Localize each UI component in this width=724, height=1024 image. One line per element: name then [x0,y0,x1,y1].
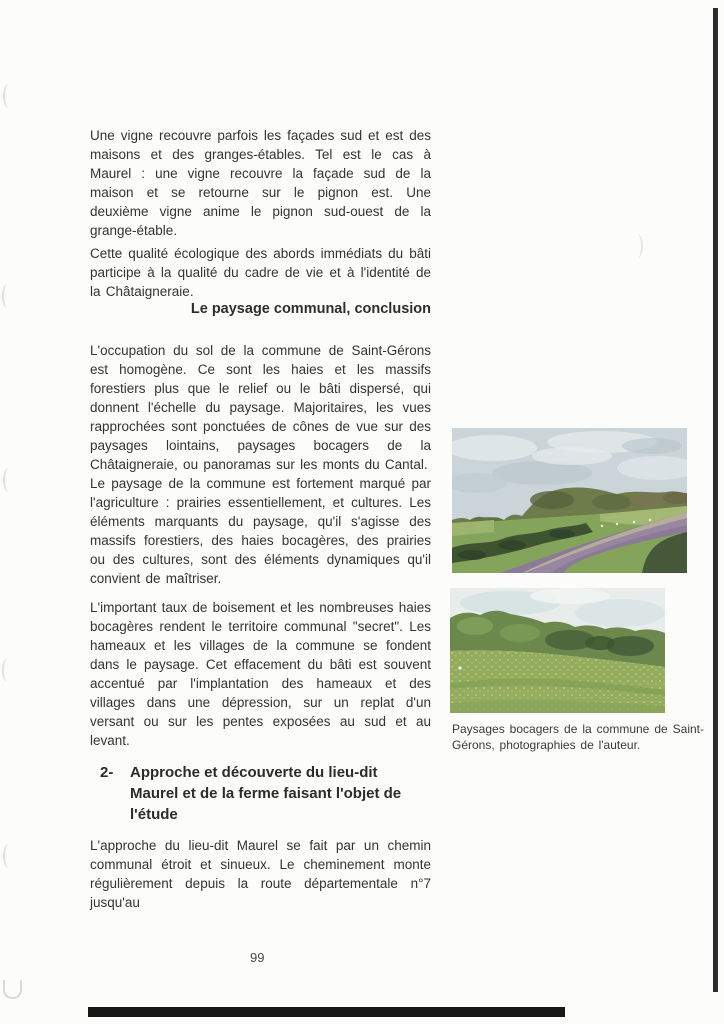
paragraph-approche-maurel: L'approche du lieu-dit Maurel se fait par un chemin communal étroit et sinueux. Le cheminement monte régulièrement depuis la route départementale n°7 jusqu'au [90,838,431,910]
scan-curl-mark [2,658,13,682]
paragraph-occupation-sol: L'occupation du sol de la commune de Saint-Gérons est homogène. Ce sont les haies et les massifs forestiers plus que le relief ou le bâti dispersé, qui donnent l'échelle du paysage. Majoritaires, les vues rapprochées sont ponctuées de cônes de vue sur des paysages lointains, paysages bocagers de la Châtaigneraie, ou panoramas sur les monts du Cantal. [90,343,431,472]
page-number: 99 [250,950,265,965]
photo-flower-meadow [450,588,665,713]
photo-country-road [452,428,687,573]
scan-edge-bottom-bar [88,1007,565,1017]
heading-paysage-communal-conclusion: Le paysage communal, conclusion [190,301,431,317]
paragraph-taux-boisement: L'important taux de boisement et les nombreuses haies bocagères rendent le territoire communal "secret". Les hameaux et les villages de la commune se fondent dans le paysage. Cet effacement du bâti est souvent accentué par l'implantation des hameaux et des villages dans une dépression, sur un replat d'un versant ou sur les pentes exposées au sud et au levant. [90,600,432,748]
section-2-heading [100,762,432,825]
scan-curl-mark [2,284,13,308]
paragraph-vigne-facades: Une vigne recouvre parfois les façades sud et est des maisons et des granges-étables. Tel est le cas à Maurel : une vigne recouvre la façade sud de la maison et se retourne sur le pignon est. Une deuxième vigne anime le pignon sud-ouest de la grange-étable. [90,128,431,238]
section-2-number: 2- [100,764,114,781]
section-2-title: Approche et découverte du lieu-dit Maurel et de la ferme faisant l'objet de l'étude [130,764,402,823]
paragraph-paysage-agriculture: Le paysage de la commune est fortement marqué par l'agriculture : prairies essentiellement, et cultures. Les éléments marquants du paysage, qu'il s'agisse des massifs forestiers, des haies bocagères, des prairies ou des cultures, sont des éléments dynamiques qu'il convient de maîtriser. [90,476,431,586]
scan-edge-right-bar [713,8,718,992]
scan-curl-mark [3,84,14,108]
scan-holepunch-mark [3,980,22,999]
figure-caption: Paysages bocagers de la commune de Saint-Gérons, photographies de l'auteur. [452,722,704,752]
scan-curl-mark-right [632,234,643,258]
paragraph-qualite-ecologique: Cette qualité écologique des abords immédiats du bâti participe à la qualité du cadre de vie et à l'identité de la Châtaigneraie. [90,246,431,299]
scan-curl-mark [3,468,14,492]
scan-curl-mark [3,844,14,868]
